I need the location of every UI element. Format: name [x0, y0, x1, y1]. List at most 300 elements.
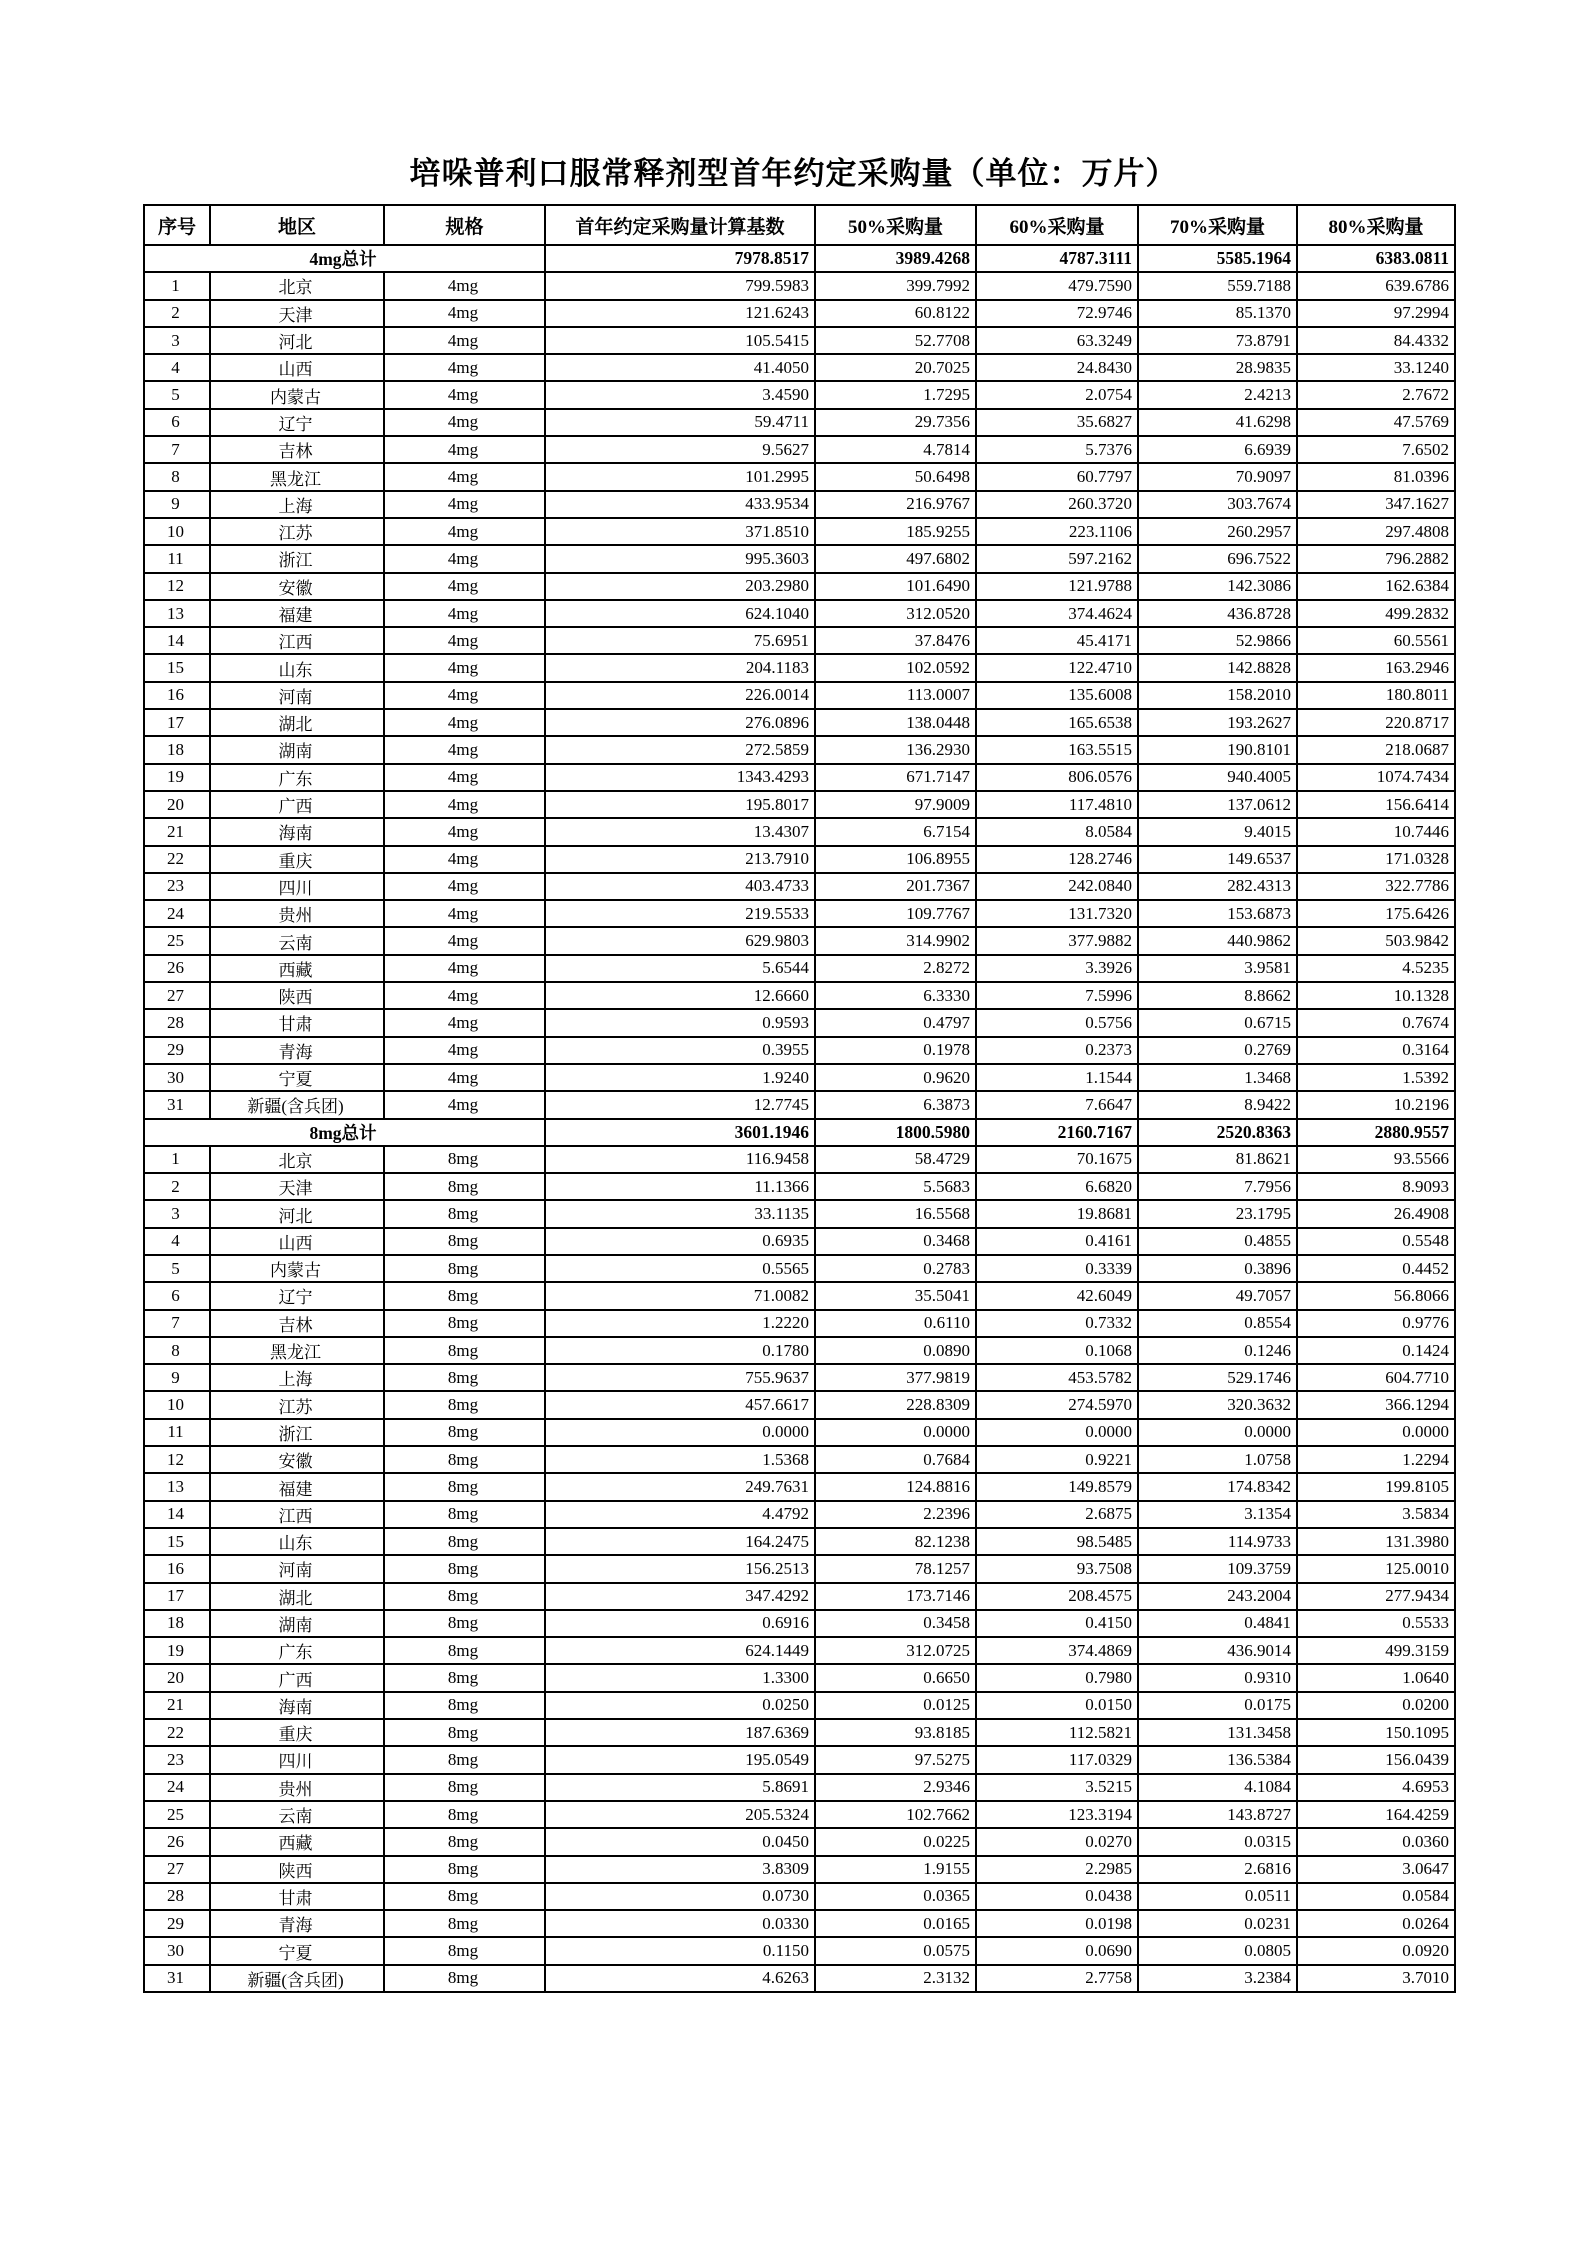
value-cell: 1343.4293	[545, 764, 815, 791]
row-no-cell: 22	[144, 846, 210, 873]
value-cell: 0.0000	[545, 1419, 815, 1446]
region-cell: 吉林	[210, 1310, 384, 1337]
value-cell: 59.4711	[545, 409, 815, 436]
table-row	[144, 1200, 1455, 1227]
region-cell: 山西	[210, 354, 384, 381]
region-cell: 山东	[210, 1528, 384, 1555]
table-row	[144, 1091, 1455, 1118]
value-cell: 0.0200	[1297, 1692, 1455, 1719]
row-no-cell: 11	[144, 1419, 210, 1446]
procurement-table	[143, 204, 1456, 1993]
value-cell: 0.0000	[1138, 1419, 1297, 1446]
value-cell: 138.0448	[815, 709, 976, 736]
region-cell: 广西	[210, 791, 384, 818]
value-cell: 49.7057	[1138, 1282, 1297, 1309]
value-cell: 0.4150	[976, 1610, 1138, 1637]
table-row	[144, 381, 1455, 408]
region-cell: 重庆	[210, 846, 384, 873]
value-cell: 45.4171	[976, 627, 1138, 654]
value-cell: 0.1780	[545, 1337, 815, 1364]
row-no-cell: 19	[144, 764, 210, 791]
spec-cell: 8mg	[384, 1446, 545, 1473]
value-cell: 81.8621	[1138, 1146, 1297, 1173]
spec-cell: 8mg	[384, 1173, 545, 1200]
value-cell: 12.6660	[545, 982, 815, 1009]
table-header-row	[144, 205, 1455, 245]
value-cell: 0.0231	[1138, 1910, 1297, 1937]
region-cell: 安徽	[210, 1446, 384, 1473]
value-cell: 1.3468	[1138, 1064, 1297, 1091]
spec-cell: 4mg	[384, 463, 545, 490]
row-no-cell: 22	[144, 1719, 210, 1746]
spec-cell: 4mg	[384, 900, 545, 927]
value-cell: 260.3720	[976, 491, 1138, 518]
row-no-cell: 27	[144, 1856, 210, 1883]
value-cell: 6.6939	[1138, 436, 1297, 463]
section-total-value-cell: 7978.8517	[545, 245, 815, 272]
value-cell: 8.0584	[976, 818, 1138, 845]
value-cell: 0.0150	[976, 1692, 1138, 1719]
value-cell: 228.8309	[815, 1391, 976, 1418]
spec-cell: 8mg	[384, 1282, 545, 1309]
region-cell: 新疆(含兵团)	[210, 1965, 384, 1992]
col-header-no: 序号	[144, 205, 210, 245]
value-cell: 98.5485	[976, 1528, 1138, 1555]
value-cell: 624.1040	[545, 600, 815, 627]
spec-cell: 8mg	[384, 1801, 545, 1828]
value-cell: 50.6498	[815, 463, 976, 490]
table-body	[144, 245, 1455, 1992]
section-total-value-cell: 2520.8363	[1138, 1119, 1297, 1146]
table-row	[144, 1856, 1455, 1883]
spec-cell: 4mg	[384, 764, 545, 791]
value-cell: 3.2384	[1138, 1965, 1297, 1992]
table-row	[144, 518, 1455, 545]
value-cell: 1.9240	[545, 1064, 815, 1091]
row-no-cell: 19	[144, 1637, 210, 1664]
region-cell: 江西	[210, 1501, 384, 1528]
region-cell: 云南	[210, 1801, 384, 1828]
region-cell: 福建	[210, 600, 384, 627]
section-total-row	[144, 245, 1455, 272]
row-no-cell: 21	[144, 1692, 210, 1719]
value-cell: 35.5041	[815, 1282, 976, 1309]
value-cell: 28.9835	[1138, 354, 1297, 381]
section-total-value-cell: 2880.9557	[1297, 1119, 1455, 1146]
value-cell: 180.8011	[1297, 682, 1455, 709]
value-cell: 163.5515	[976, 736, 1138, 763]
row-no-cell: 2	[144, 1173, 210, 1200]
value-cell: 1.0758	[1138, 1446, 1297, 1473]
table-row	[144, 1009, 1455, 1036]
value-cell: 23.1795	[1138, 1200, 1297, 1227]
row-no-cell: 6	[144, 409, 210, 436]
value-cell: 93.7508	[976, 1555, 1138, 1582]
value-cell: 6.7154	[815, 818, 976, 845]
row-no-cell: 28	[144, 1009, 210, 1036]
value-cell: 6.3330	[815, 982, 976, 1009]
value-cell: 0.6935	[545, 1228, 815, 1255]
value-cell: 1.2294	[1297, 1446, 1455, 1473]
row-no-cell: 11	[144, 545, 210, 572]
value-cell: 60.8122	[815, 300, 976, 327]
value-cell: 173.7146	[815, 1583, 976, 1610]
value-cell: 0.1150	[545, 1937, 815, 1964]
value-cell: 8.9422	[1138, 1091, 1297, 1118]
value-cell: 277.9434	[1297, 1583, 1455, 1610]
value-cell: 322.7786	[1297, 873, 1455, 900]
value-cell: 499.2832	[1297, 600, 1455, 627]
table-row	[144, 1528, 1455, 1555]
table-row	[144, 436, 1455, 463]
value-cell: 0.3164	[1297, 1037, 1455, 1064]
value-cell: 117.0329	[976, 1746, 1138, 1773]
section-total-value-cell: 3601.1946	[545, 1119, 815, 1146]
row-no-cell: 8	[144, 463, 210, 490]
value-cell: 73.8791	[1138, 327, 1297, 354]
value-cell: 3.4590	[545, 381, 815, 408]
value-cell: 4.7814	[815, 436, 976, 463]
value-cell: 7.5996	[976, 982, 1138, 1009]
region-cell: 山西	[210, 1228, 384, 1255]
table-row	[144, 1801, 1455, 1828]
value-cell: 97.5275	[815, 1746, 976, 1773]
row-no-cell: 8	[144, 1337, 210, 1364]
value-cell: 0.0365	[815, 1883, 976, 1910]
value-cell: 1.9155	[815, 1856, 976, 1883]
value-cell: 0.1246	[1138, 1337, 1297, 1364]
value-cell: 109.3759	[1138, 1555, 1297, 1582]
value-cell: 117.4810	[976, 791, 1138, 818]
value-cell: 249.7631	[545, 1473, 815, 1500]
spec-cell: 8mg	[384, 1746, 545, 1773]
table-row	[144, 1746, 1455, 1773]
value-cell: 2.7672	[1297, 381, 1455, 408]
value-cell: 33.1240	[1297, 354, 1455, 381]
spec-cell: 4mg	[384, 682, 545, 709]
spec-cell: 4mg	[384, 409, 545, 436]
spec-cell: 8mg	[384, 1937, 545, 1964]
value-cell: 19.8681	[976, 1200, 1138, 1227]
value-cell: 136.2930	[815, 736, 976, 763]
value-cell: 755.9637	[545, 1364, 815, 1391]
value-cell: 171.0328	[1297, 846, 1455, 873]
region-cell: 湖南	[210, 1610, 384, 1637]
table-row	[144, 1828, 1455, 1855]
value-cell: 16.5568	[815, 1200, 976, 1227]
table-row	[144, 354, 1455, 381]
row-no-cell: 15	[144, 1528, 210, 1555]
value-cell: 2.7758	[976, 1965, 1138, 1992]
spec-cell: 8mg	[384, 1255, 545, 1282]
section-total-value-cell: 4787.3111	[976, 245, 1138, 272]
value-cell: 153.6873	[1138, 900, 1297, 927]
value-cell: 403.4733	[545, 873, 815, 900]
value-cell: 2.8272	[815, 955, 976, 982]
value-cell: 112.5821	[976, 1719, 1138, 1746]
value-cell: 26.4908	[1297, 1200, 1455, 1227]
table-row	[144, 1610, 1455, 1637]
spec-cell: 4mg	[384, 709, 545, 736]
region-cell: 河北	[210, 327, 384, 354]
value-cell: 0.0450	[545, 1828, 815, 1855]
value-cell: 131.7320	[976, 900, 1138, 927]
row-no-cell: 26	[144, 955, 210, 982]
region-cell: 辽宁	[210, 409, 384, 436]
value-cell: 0.0175	[1138, 1692, 1297, 1719]
value-cell: 282.4313	[1138, 873, 1297, 900]
value-cell: 131.3980	[1297, 1528, 1455, 1555]
value-cell: 604.7710	[1297, 1364, 1455, 1391]
value-cell: 105.5415	[545, 327, 815, 354]
value-cell: 72.9746	[976, 300, 1138, 327]
row-no-cell: 30	[144, 1937, 210, 1964]
region-cell: 天津	[210, 1173, 384, 1200]
value-cell: 0.5548	[1297, 1228, 1455, 1255]
value-cell: 624.1449	[545, 1637, 815, 1664]
value-cell: 0.9310	[1138, 1664, 1297, 1691]
value-cell: 0.0000	[1297, 1419, 1455, 1446]
value-cell: 218.0687	[1297, 736, 1455, 763]
value-cell: 671.7147	[815, 764, 976, 791]
value-cell: 195.8017	[545, 791, 815, 818]
table-row	[144, 1364, 1455, 1391]
value-cell: 0.0250	[545, 1692, 815, 1719]
table-row	[144, 463, 1455, 490]
spec-cell: 8mg	[384, 1719, 545, 1746]
value-cell: 995.3603	[545, 545, 815, 572]
spec-cell: 8mg	[384, 1364, 545, 1391]
value-cell: 3.1354	[1138, 1501, 1297, 1528]
value-cell: 0.0730	[545, 1883, 815, 1910]
value-cell: 164.4259	[1297, 1801, 1455, 1828]
spec-cell: 4mg	[384, 272, 545, 299]
spec-cell: 8mg	[384, 1610, 545, 1637]
value-cell: 97.9009	[815, 791, 976, 818]
value-cell: 9.4015	[1138, 818, 1297, 845]
region-cell: 北京	[210, 1146, 384, 1173]
region-cell: 青海	[210, 1910, 384, 1937]
value-cell: 1074.7434	[1297, 764, 1455, 791]
region-cell: 河南	[210, 682, 384, 709]
table-row	[144, 1282, 1455, 1309]
region-cell: 辽宁	[210, 1282, 384, 1309]
row-no-cell: 24	[144, 1774, 210, 1801]
row-no-cell: 3	[144, 327, 210, 354]
table-row	[144, 1473, 1455, 1500]
value-cell: 243.2004	[1138, 1583, 1297, 1610]
region-cell: 黑龙江	[210, 463, 384, 490]
section-total-value-cell: 2160.7167	[976, 1119, 1138, 1146]
row-no-cell: 5	[144, 1255, 210, 1282]
col-header-region: 地区	[210, 205, 384, 245]
row-no-cell: 5	[144, 381, 210, 408]
region-cell: 甘肃	[210, 1883, 384, 1910]
value-cell: 0.3955	[545, 1037, 815, 1064]
row-no-cell: 18	[144, 1610, 210, 1637]
value-cell: 0.3896	[1138, 1255, 1297, 1282]
col-header-80pct: 80%采购量	[1297, 205, 1455, 245]
value-cell: 213.7910	[545, 846, 815, 873]
spec-cell: 8mg	[384, 1555, 545, 1582]
value-cell: 436.8728	[1138, 600, 1297, 627]
value-cell: 124.8816	[815, 1473, 976, 1500]
value-cell: 436.9014	[1138, 1637, 1297, 1664]
value-cell: 85.1370	[1138, 300, 1297, 327]
value-cell: 276.0896	[545, 709, 815, 736]
value-cell: 113.0007	[815, 682, 976, 709]
value-cell: 479.7590	[976, 272, 1138, 299]
spec-cell: 4mg	[384, 927, 545, 954]
table-row	[144, 955, 1455, 982]
row-no-cell: 25	[144, 1801, 210, 1828]
value-cell: 128.2746	[976, 846, 1138, 873]
value-cell: 4.1084	[1138, 1774, 1297, 1801]
value-cell: 303.7674	[1138, 491, 1297, 518]
value-cell: 135.6008	[976, 682, 1138, 709]
value-cell: 0.2373	[976, 1037, 1138, 1064]
region-cell: 黑龙江	[210, 1337, 384, 1364]
region-cell: 贵州	[210, 900, 384, 927]
region-cell: 广东	[210, 1637, 384, 1664]
row-no-cell: 7	[144, 1310, 210, 1337]
region-cell: 内蒙古	[210, 381, 384, 408]
row-no-cell: 27	[144, 982, 210, 1009]
table-row	[144, 1146, 1455, 1173]
table-row	[144, 1883, 1455, 1910]
value-cell: 24.8430	[976, 354, 1138, 381]
spec-cell: 8mg	[384, 1337, 545, 1364]
spec-cell: 8mg	[384, 1228, 545, 1255]
value-cell: 597.2162	[976, 545, 1138, 572]
row-no-cell: 14	[144, 1501, 210, 1528]
spec-cell: 8mg	[384, 1146, 545, 1173]
value-cell: 7.7956	[1138, 1173, 1297, 1200]
spec-cell: 4mg	[384, 300, 545, 327]
table-row	[144, 1391, 1455, 1418]
col-header-50pct: 50%采购量	[815, 205, 976, 245]
region-cell: 西藏	[210, 955, 384, 982]
region-cell: 上海	[210, 491, 384, 518]
value-cell: 158.2010	[1138, 682, 1297, 709]
region-cell: 吉林	[210, 436, 384, 463]
value-cell: 33.1135	[545, 1200, 815, 1227]
value-cell: 1.1544	[976, 1064, 1138, 1091]
col-header-70pct: 70%采购量	[1138, 205, 1297, 245]
value-cell: 93.5566	[1297, 1146, 1455, 1173]
table-row	[144, 982, 1455, 1009]
row-no-cell: 13	[144, 1473, 210, 1500]
value-cell: 4.6263	[545, 1965, 815, 1992]
value-cell: 2.6816	[1138, 1856, 1297, 1883]
region-cell: 重庆	[210, 1719, 384, 1746]
region-cell: 陕西	[210, 1856, 384, 1883]
region-cell: 湖北	[210, 709, 384, 736]
col-header-base: 首年约定采购量计算基数	[545, 205, 815, 245]
spec-cell: 4mg	[384, 1091, 545, 1118]
value-cell: 0.3339	[976, 1255, 1138, 1282]
row-no-cell: 25	[144, 927, 210, 954]
section-total-row	[144, 1119, 1455, 1146]
row-no-cell: 20	[144, 791, 210, 818]
value-cell: 101.6490	[815, 573, 976, 600]
table-row	[144, 682, 1455, 709]
value-cell: 175.6426	[1297, 900, 1455, 927]
value-cell: 0.0584	[1297, 1883, 1455, 1910]
spec-cell: 8mg	[384, 1200, 545, 1227]
region-cell: 江苏	[210, 1391, 384, 1418]
value-cell: 0.3458	[815, 1610, 976, 1637]
spec-cell: 8mg	[384, 1391, 545, 1418]
row-no-cell: 23	[144, 873, 210, 900]
spec-cell: 8mg	[384, 1419, 545, 1446]
table-row	[144, 1910, 1455, 1937]
value-cell: 187.6369	[545, 1719, 815, 1746]
row-no-cell: 3	[144, 1200, 210, 1227]
table-row	[144, 709, 1455, 736]
value-cell: 0.1424	[1297, 1337, 1455, 1364]
value-cell: 52.7708	[815, 327, 976, 354]
value-cell: 125.0010	[1297, 1555, 1455, 1582]
region-cell: 四川	[210, 1746, 384, 1773]
value-cell: 58.4729	[815, 1146, 976, 1173]
value-cell: 84.4332	[1297, 327, 1455, 354]
region-cell: 四川	[210, 873, 384, 900]
value-cell: 0.0270	[976, 1828, 1138, 1855]
value-cell: 7.6502	[1297, 436, 1455, 463]
region-cell: 西藏	[210, 1828, 384, 1855]
region-cell: 山东	[210, 654, 384, 681]
value-cell: 42.6049	[976, 1282, 1138, 1309]
value-cell: 3.0647	[1297, 1856, 1455, 1883]
spec-cell: 4mg	[384, 1064, 545, 1091]
value-cell: 0.0890	[815, 1337, 976, 1364]
spec-cell: 4mg	[384, 736, 545, 763]
value-cell: 0.0330	[545, 1910, 815, 1937]
value-cell: 0.3468	[815, 1228, 976, 1255]
value-cell: 347.4292	[545, 1583, 815, 1610]
value-cell: 0.0000	[976, 1419, 1138, 1446]
region-cell: 北京	[210, 272, 384, 299]
table-row	[144, 1637, 1455, 1664]
value-cell: 4.6953	[1297, 1774, 1455, 1801]
value-cell: 149.8579	[976, 1473, 1138, 1500]
value-cell: 195.0549	[545, 1746, 815, 1773]
region-cell: 广西	[210, 1664, 384, 1691]
value-cell: 4.4792	[545, 1501, 815, 1528]
value-cell: 3.3926	[976, 955, 1138, 982]
value-cell: 0.1978	[815, 1037, 976, 1064]
row-no-cell: 12	[144, 573, 210, 600]
value-cell: 10.7446	[1297, 818, 1455, 845]
row-no-cell: 14	[144, 627, 210, 654]
value-cell: 164.2475	[545, 1528, 815, 1555]
value-cell: 8.9093	[1297, 1173, 1455, 1200]
spec-cell: 4mg	[384, 1037, 545, 1064]
table-row	[144, 545, 1455, 572]
value-cell: 0.7684	[815, 1446, 976, 1473]
table-row	[144, 1446, 1455, 1473]
section-total-value-cell: 5585.1964	[1138, 245, 1297, 272]
value-cell: 109.7767	[815, 900, 976, 927]
value-cell: 696.7522	[1138, 545, 1297, 572]
value-cell: 0.7332	[976, 1310, 1138, 1337]
value-cell: 190.8101	[1138, 736, 1297, 763]
value-cell: 2.9346	[815, 1774, 976, 1801]
region-cell: 天津	[210, 300, 384, 327]
value-cell: 6.6820	[976, 1173, 1138, 1200]
row-no-cell: 9	[144, 491, 210, 518]
